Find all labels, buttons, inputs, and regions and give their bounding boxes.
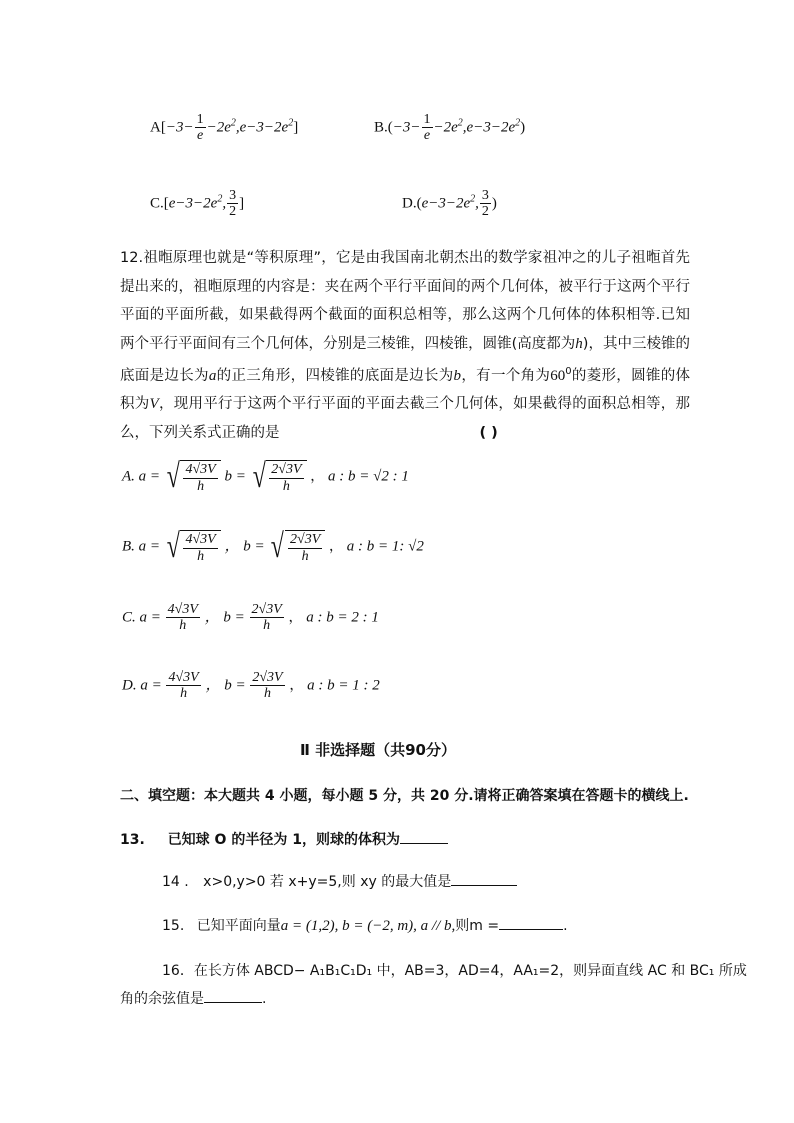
numerator: 4√3V: [168, 670, 199, 685]
denominator: 2: [229, 204, 237, 220]
term: e−3−2e: [421, 195, 471, 212]
question-14: [162, 871, 517, 891]
answer-blank: [451, 875, 517, 886]
separator: ，: [288, 609, 303, 626]
denominator: h: [180, 686, 188, 702]
exponent: 2: [288, 117, 294, 129]
b-equals: ， b =: [224, 538, 265, 555]
separator: ，: [310, 468, 325, 485]
fraction: [269, 462, 303, 494]
term: ,: [222, 195, 227, 212]
fraction: [250, 670, 284, 702]
option-label: B.: [374, 119, 388, 136]
numerator: 1: [196, 112, 204, 127]
numerator: 3: [229, 188, 237, 203]
separator: ，: [329, 538, 344, 555]
denominator: h: [263, 618, 271, 634]
radical-sign: √: [252, 458, 266, 495]
fraction: [480, 188, 491, 220]
numerator: 4√3V: [185, 532, 216, 548]
period: .: [262, 991, 267, 1007]
q12-text-part: 的正三角形，四棱锥的底面是边长为: [216, 367, 454, 384]
radical-sign: √: [166, 528, 180, 565]
term: e−3−2e: [168, 195, 218, 212]
bracket: ]: [239, 195, 245, 212]
numerator: 2√3V: [271, 462, 302, 478]
bracket: ): [491, 195, 497, 212]
numerator: 4√3V: [185, 462, 216, 478]
q11-option-d: [402, 188, 497, 220]
separator: ，: [289, 677, 304, 694]
numerator: 4√3V: [167, 602, 198, 617]
fraction: [288, 532, 322, 564]
section-title: Ⅱ 非选择题（共90分）: [300, 741, 456, 759]
term: ,e−3−2e: [235, 119, 289, 136]
question-number: 13.: [120, 832, 145, 848]
sqrt-expression: [250, 460, 307, 494]
denominator: 2: [481, 204, 489, 220]
question-13: [120, 829, 448, 849]
fraction: [166, 602, 200, 634]
option-label: B. a =: [122, 538, 161, 555]
answer-blank: [400, 833, 448, 844]
bracket: (: [416, 195, 422, 212]
question-16-line2: [120, 988, 266, 1008]
term: −2e: [206, 119, 231, 136]
answer-blank: [204, 992, 262, 1003]
question-16: [162, 960, 747, 980]
ratio: a : b = 2 : 1: [306, 609, 379, 626]
term: −3−: [392, 119, 421, 136]
q12-option-b: [122, 530, 424, 564]
ratio: a : b = 1: √2: [346, 538, 424, 555]
exponent: 2: [470, 193, 476, 205]
q11-option-b: [374, 112, 525, 144]
q11-option-a: [150, 112, 298, 144]
numerator: 1: [423, 112, 431, 127]
numerator: 2√3V: [290, 532, 321, 548]
denominator: h: [179, 618, 187, 634]
numerator: 2√3V: [252, 670, 283, 685]
b-equals: ， b =: [205, 677, 246, 694]
q12-option-a: [122, 460, 409, 494]
denominator: h: [197, 478, 205, 494]
q12-option-c: [122, 602, 379, 634]
bracket: [: [163, 195, 169, 212]
numerator: 2√3V: [251, 602, 282, 617]
exponent: 2: [217, 193, 223, 205]
period: .: [563, 918, 568, 934]
question-number: 14 .: [162, 874, 189, 890]
option-label: D. a =: [122, 677, 162, 694]
denominator: h: [197, 548, 205, 564]
question-15: [162, 915, 568, 935]
term: ,e−3−2e: [462, 119, 516, 136]
fraction: [183, 532, 217, 564]
sqrt-expression: [268, 530, 325, 564]
answer-parentheses: ( ): [479, 424, 498, 441]
denominator: h: [301, 548, 309, 564]
question-text: 已知球 O 的半径为 1，则球的体积为: [167, 832, 400, 848]
ratio: a : b = 1 : 2: [307, 677, 380, 694]
term: −2e: [433, 119, 458, 136]
fill-in-heading: 二、填空题：本大题共 4 小题，每小题 5 分，共 20 分.请将正确答案填在答题卡的横线上.: [120, 788, 689, 804]
fraction: [166, 670, 200, 702]
denominator: h: [282, 478, 290, 494]
option-label: D.: [402, 195, 417, 212]
question-text: 16．在长方体 ABCD− A₁B₁C₁D₁ 中，AB=3，AD=4，AA₁=2，则异面直线 AC 和 BC₁ 所成: [162, 963, 747, 979]
q11-option-c: [150, 188, 244, 220]
denominator: e: [423, 128, 431, 144]
b-equals: ， b =: [204, 609, 245, 626]
fraction: [227, 188, 238, 220]
question-number: 15.: [162, 918, 185, 934]
question-text: x>0,y>0 若 x+y=5,则 xy 的最大值是: [203, 874, 452, 890]
q12-text-part: 12.祖暅原理也就是“等积原理”，它是由我国南北朝杰出的数学家祖冲之的儿子祖暅首先提出来的，祖暅原理的内容是：夹在两个平行平面间的两个几何体，被平行于这两个平行平面的平面所截，如果截得两个截面的面积总相等，那么这两个几何体的体积相等.已知两个平行平面间有三个几何体，分别是三棱锥，四棱锥，圆锥(高度都为: [120, 250, 690, 352]
q12-option-d: [122, 670, 380, 702]
bracket: [: [160, 119, 166, 136]
fraction: [195, 112, 206, 144]
option-label: C.: [150, 195, 164, 212]
question-12-text: [120, 244, 690, 447]
bracket: ]: [293, 119, 299, 136]
var-v: V: [149, 396, 159, 413]
exponent: 2: [457, 117, 463, 129]
degree-mark: 0: [565, 366, 572, 377]
term: ,: [475, 195, 479, 212]
denominator: e: [196, 128, 204, 144]
denominator: h: [263, 686, 271, 702]
exponent: 2: [515, 117, 521, 129]
var-a: a: [208, 367, 217, 384]
numerator: 3: [481, 188, 489, 203]
q12-text-part: )，其中三棱锥的底面是边长为: [120, 335, 690, 384]
option-label: A: [150, 119, 161, 136]
exponent: 2: [230, 117, 236, 129]
sqrt-expression: [164, 460, 221, 494]
question-text: 角的余弦值是: [120, 991, 204, 1007]
option-label: C. a =: [122, 609, 161, 626]
q12-text-part: ，有一个角为: [461, 367, 551, 384]
fraction: [250, 602, 284, 634]
var-h: h: [575, 335, 583, 352]
question-text: 已知平面向量: [196, 918, 281, 934]
radical-sign: √: [166, 458, 180, 495]
var-b: b: [453, 367, 462, 384]
ratio: a : b = √2 : 1: [328, 468, 409, 485]
vector-expression: a = (1,2), b = (−2, m), a // b,: [280, 918, 456, 934]
b-equals: b =: [224, 468, 246, 485]
q12-text-part: 的菱形，圆锥的体积为: [120, 367, 691, 413]
angle-value: 60: [550, 367, 566, 384]
option-label: A. a =: [122, 468, 161, 485]
answer-blank: [499, 919, 563, 930]
fraction: [422, 112, 433, 144]
radical-sign: √: [271, 528, 285, 565]
q12-text-part: ，现用平行于这两个平行平面的平面去截三个几何体，如果截得的面积总相等，那么，下列关系式正确的是: [120, 396, 691, 441]
sqrt-expression: [164, 530, 221, 564]
question-text: 则m =: [455, 918, 500, 934]
term: −3−: [165, 119, 194, 136]
bracket: ): [520, 119, 526, 136]
fraction: [183, 462, 217, 494]
bracket: (: [387, 119, 393, 136]
